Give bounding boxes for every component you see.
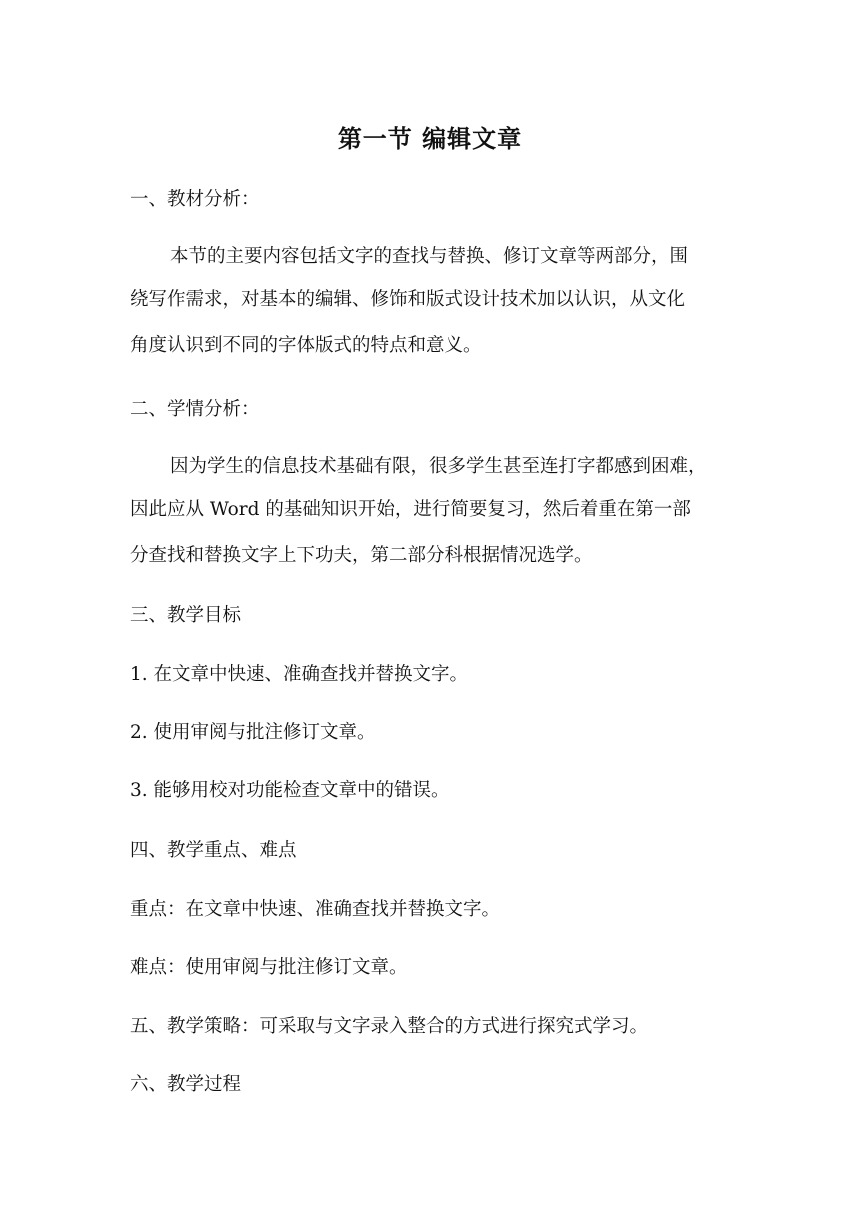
goal-item: 2. 使用审阅与批注修订文章。 [130,722,376,743]
section-heading-key-difficult: 四、教学重点、难点 [130,840,297,861]
paragraph-line: 因为学生的信息技术基础有限，很多学生甚至连打字都感到困难， [170,456,707,477]
paragraph-line: 分查找和替换文字上下功夫，第二部分科根据情况选学。 [130,545,593,566]
goal-item: 3. 能够用校对功能检查文章中的错误。 [130,780,450,801]
goal-item: 1. 在文章中快速、准确查找并替换文字。 [130,664,469,685]
paragraph-line: 角度认识到不同的字体版式的特点和意义。 [130,335,482,356]
section-heading-textbook-analysis: 一、教材分析： [130,189,260,210]
section-teaching-strategy: 五、教学策略：可采取与文字录入整合的方式进行探究式学习。 [130,1016,649,1037]
section-heading-teaching-goals: 三、教学目标 [130,605,242,626]
key-point: 重点：在文章中快速、准确查找并替换文字。 [130,899,501,920]
paragraph-line: 因此应从 Word 的基础知识开始，进行简要复习，然后着重在第一部 [130,499,691,520]
paragraph-line: 本节的主要内容包括文字的查找与替换、修订文章等两部分，围 [170,246,689,267]
paragraph-line: 绕写作需求，对基本的编辑、修饰和版式设计技术加以认识，从文化 [130,289,686,310]
section-heading-student-analysis: 二、学情分析： [130,399,260,420]
title-section-number: 第一节 [337,125,413,153]
section-heading-teaching-process: 六、教学过程 [130,1074,242,1095]
title-text: 编辑文章 [422,125,523,153]
page-title [0,122,860,156]
difficult-point: 难点：使用审阅与批注修订文章。 [130,957,408,978]
